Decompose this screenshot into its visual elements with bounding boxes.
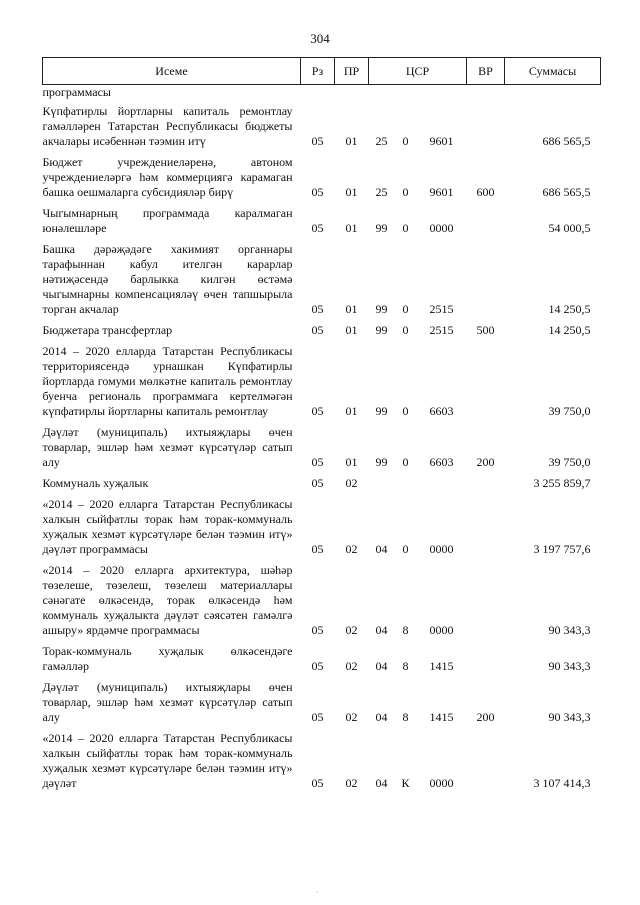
cell-pr: 01 (345, 455, 358, 469)
table-row (43, 206, 601, 242)
cell-pr: 02 (345, 710, 358, 724)
cell-c1: 04 (375, 659, 388, 673)
cell-c3: 0000 (429, 221, 454, 235)
cell-c3: 6603 (429, 404, 454, 418)
cell-pr: 01 (345, 302, 358, 316)
cell-rz: 05 (311, 221, 324, 235)
cell-c2: 8 (402, 659, 409, 673)
cell-pr: 01 (345, 134, 358, 148)
cell-name: 2014 – 2020 елларда Татарстан Республикасы территориясендә урнашкан Күпфатирлы йортларда гомуми мөлкәтне капиталь ремонтлау буенча региональ программага кертелмәгән күпфатирлы йортларны капиталь ремонтлау (42, 344, 293, 418)
cell-c2: К (401, 776, 410, 790)
header-sum: Суммасы (505, 58, 601, 85)
cell-c3: 6603 (429, 455, 454, 469)
cell-c1: 99 (375, 221, 388, 235)
cell-sum: 686 565,5 (542, 134, 591, 148)
table-row (43, 344, 601, 425)
cell-rz: 05 (311, 476, 324, 490)
cell-sum: 3 255 859,7 (533, 476, 591, 490)
page-number: 304 (310, 31, 330, 46)
cell-rz: 05 (311, 623, 324, 637)
cell-vr (467, 206, 505, 242)
cell-pr: 02 (345, 623, 358, 637)
table-row (43, 242, 601, 323)
cell-c3 (417, 476, 467, 497)
cell-sum: 3 107 414,3 (533, 776, 591, 790)
cell-c1: 04 (375, 776, 388, 790)
cell-pr: 02 (345, 542, 358, 556)
cell-vr: 200 (476, 710, 495, 724)
cell-name: Дәүләт (муниципаль) ихтыяҗлары өчен товарлар, эшләр һәм хезмәт күрсәтүләр сатып алу (42, 425, 293, 469)
cell-pr: 01 (345, 185, 358, 199)
cell-name: Башка дәрәҗәдәге хакимият органнары тарафыннан кабул ителгән карарлар нәтиҗәсендә барлыкка килгән өстәмә чыгымнарны компенсацияләү өчен тапшырыла торган акчалар (42, 242, 293, 316)
cell-rz: 05 (311, 542, 324, 556)
table-row (43, 731, 601, 797)
cell-c2: 0 (402, 185, 409, 199)
cell-rz: 05 (311, 302, 324, 316)
cell-name: Коммуналь хуҗалык (42, 476, 149, 490)
cell-c2: 0 (402, 302, 409, 316)
table-row (43, 476, 601, 497)
cell-rz: 05 (311, 404, 324, 418)
cell-rz: 05 (311, 776, 324, 790)
table-row (43, 644, 601, 680)
cell-pr: 02 (345, 659, 358, 673)
cell-vr (467, 563, 505, 644)
cell-c2: 0 (402, 455, 409, 469)
cell-name: Бюджет учреждениеләренә, автоном учреждениеләргә һәм коммерциягә карамаган башка оешмаларга субсидияләр бирү (42, 155, 293, 199)
header-csr: ЦСР (369, 58, 467, 85)
header-rz: Рз (301, 58, 335, 85)
cell-c2: 0 (402, 404, 409, 418)
cell-c3: 2515 (429, 302, 454, 316)
cell-c2: 8 (402, 623, 409, 637)
continuation-text: программасы (42, 85, 111, 99)
cell-sum: 686 565,5 (542, 185, 591, 199)
cell-name: «2014 – 2020 елларга Татарстан Республикасы халкын сыйфатлы торак һәм торак-коммуналь хуҗалык хезмәт күрсәтүләре белән тәэмин итү» дәүләт программасы (42, 497, 293, 556)
table-row (43, 104, 601, 155)
cell-c2: 0 (402, 134, 409, 148)
header-name: Исеме (43, 58, 301, 85)
cell-c1: 25 (375, 134, 388, 148)
cell-vr (467, 476, 505, 497)
cell-pr: 01 (345, 221, 358, 235)
cell-c1: 99 (375, 323, 388, 337)
cell-c3: 0000 (429, 542, 454, 556)
cell-c1: 04 (375, 623, 388, 637)
cell-c1 (369, 476, 395, 497)
table-row (43, 323, 601, 344)
cell-c1: 99 (375, 404, 388, 418)
cell-pr: 01 (345, 404, 358, 418)
cell-name: «2014 – 2020 елларга архитектура, шәһәр төзелеше, төзелеш, төзелеш материаллары сәнәгате өлкәсендә, торак өлкәсендә һәм коммуналь хуҗалыкта дәүләт сәясәтен гамәлгә ашыру» ярдәмче программасы (42, 563, 293, 637)
cell-c3: 1415 (429, 710, 454, 724)
cell-vr (467, 242, 505, 323)
cell-c3: 9601 (429, 134, 454, 148)
cell-rz: 05 (311, 323, 324, 337)
cell-c2: 0 (402, 323, 409, 337)
cell-sum: 90 343,3 (548, 710, 591, 724)
cell-vr (467, 497, 505, 563)
cell-name: Күпфатирлы йортларны капиталь ремонтлау гамәлләрен Татарстан Республикасы бюджеты акчалары исәбеннән тәэмин итү (42, 104, 293, 148)
cell-c3: 1415 (429, 659, 454, 673)
header-vr: ВР (467, 58, 505, 85)
cell-name: «2014 – 2020 елларга Татарстан Республикасы халкын сыйфатлы торак һәм торак-коммуналь хуҗалык хезмәт күрсәтүләре белән тәэмин итү» дәүләт (42, 731, 293, 790)
cell-c2: 8 (402, 710, 409, 724)
cell-name: Торак-коммуналь хуҗалык өлкәсендәге гамәлләр (42, 644, 293, 673)
cell-c1: 99 (375, 302, 388, 316)
cell-sum: 90 343,3 (548, 659, 591, 673)
cell-c2 (395, 476, 417, 497)
cell-vr: 200 (476, 455, 495, 469)
cell-c2: 0 (402, 221, 409, 235)
cell-c3: 2515 (429, 323, 454, 337)
cell-vr: 600 (476, 185, 495, 199)
table-row (43, 425, 601, 476)
cell-c2: 0 (402, 542, 409, 556)
cell-vr (467, 104, 505, 155)
cell-sum: 39 750,0 (548, 455, 591, 469)
cell-sum: 14 250,5 (548, 302, 591, 316)
table-header-row (43, 58, 601, 85)
header-pr: ПР (335, 58, 369, 85)
cell-c1: 04 (375, 710, 388, 724)
budget-table (42, 57, 601, 797)
cell-c1: 25 (375, 185, 388, 199)
cell-pr: 02 (345, 776, 358, 790)
cell-c3: 9601 (429, 185, 454, 199)
cell-pr: 01 (345, 323, 358, 337)
table-row (43, 497, 601, 563)
cell-c3: 0000 (429, 776, 454, 790)
cell-rz: 05 (311, 659, 324, 673)
continuation-row (43, 85, 601, 105)
cell-rz: 05 (311, 455, 324, 469)
cell-rz: 05 (311, 185, 324, 199)
cell-sum: 54 000,5 (548, 221, 591, 235)
cell-rz: 05 (311, 710, 324, 724)
cell-vr (467, 344, 505, 425)
table-row (43, 563, 601, 644)
cell-sum: 3 197 757,6 (533, 542, 591, 556)
cell-vr (467, 731, 505, 797)
cell-c3: 0000 (429, 623, 454, 637)
cell-name: Чыгымнарның программада каралмаган юнәлешләре (42, 206, 293, 235)
footer-mark: · (316, 888, 319, 897)
cell-sum: 90 343,3 (548, 623, 591, 637)
cell-vr (467, 644, 505, 680)
cell-name: Дәүләт (муниципаль) ихтыяҗлары өчен товарлар, эшләр һәм хезмәт күрсәтүләр сатып алу (42, 680, 293, 724)
cell-c1: 99 (375, 455, 388, 469)
cell-sum: 39 750,0 (548, 404, 591, 418)
cell-vr: 500 (476, 323, 495, 337)
cell-c1: 04 (375, 542, 388, 556)
cell-sum: 14 250,5 (548, 323, 591, 337)
table-row (43, 155, 601, 206)
cell-name: Бюджетара трансфертлар (42, 323, 173, 337)
cell-rz: 05 (311, 134, 324, 148)
table-row (43, 680, 601, 731)
cell-pr: 02 (345, 476, 358, 490)
